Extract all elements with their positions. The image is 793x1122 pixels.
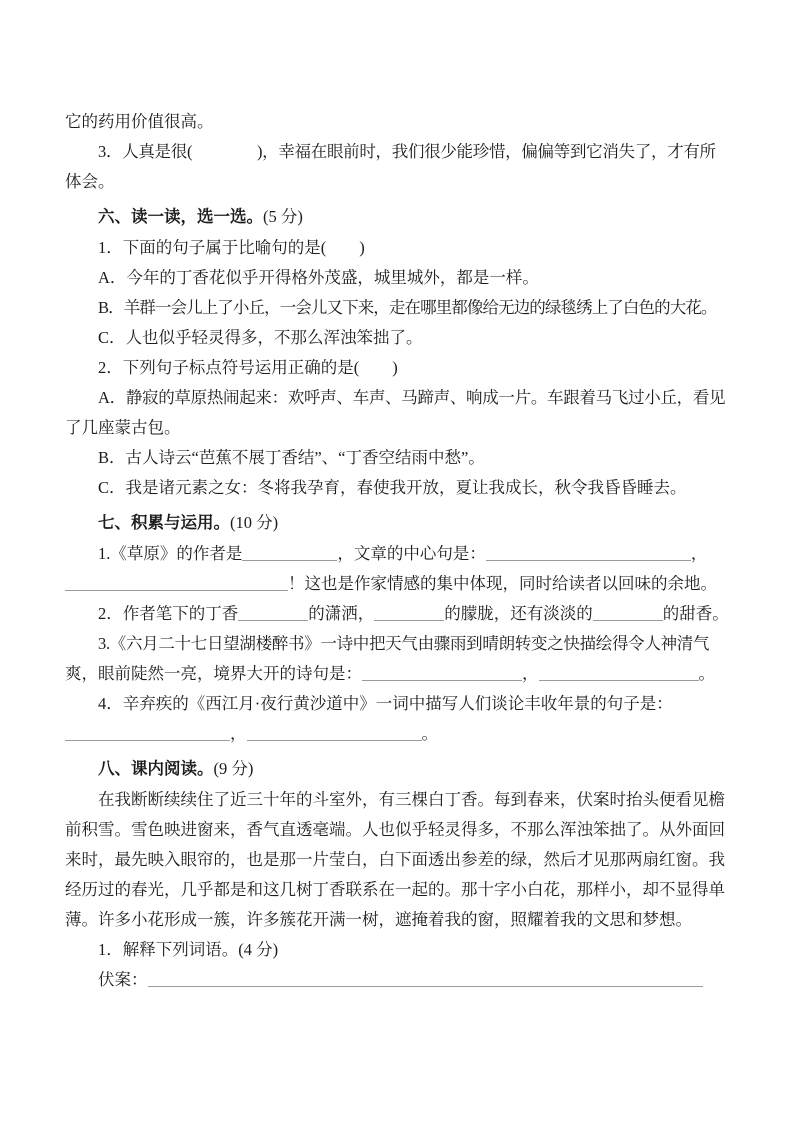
text-line	[65, 108, 728, 135]
text-line	[65, 720, 728, 747]
text-run: ，	[690, 544, 708, 563]
text-run: 的甜香。	[662, 604, 729, 623]
text-run: 了几座蒙古包。	[65, 418, 181, 437]
text-run: 1.《草原》的作者是	[98, 544, 243, 563]
text-run: B．羊群一会儿上了小丘，一会儿又下来，走在哪里都像给无边的绿毯绣上了白色的大花。	[98, 298, 717, 317]
answer-blank-line	[362, 668, 522, 681]
answer-blank-line	[148, 974, 703, 987]
text-run: 的朦胧，还有淡淡的	[444, 604, 593, 623]
text-line	[65, 168, 728, 195]
answer-blank-line	[374, 608, 444, 621]
text-line	[65, 936, 728, 963]
answer-blank-line	[65, 578, 288, 591]
answer-blank-line	[238, 608, 308, 621]
answer-blank-line	[593, 608, 663, 621]
text-run: 前积雪。雪色映进窗来，香气直透毫端。人也似乎轻灵得多，不那么浑浊笨拙了。从外面回	[65, 820, 725, 839]
text-run: 在我断断续续住了近三十年的斗室外，有三棵白丁香。每到春来，伏案时抬头便看见檐	[98, 790, 725, 809]
text-line	[65, 234, 728, 261]
text-line	[65, 966, 728, 993]
text-run: A．今年的丁香花似乎开得格外茂盛，城里城外，都是一样。	[98, 268, 539, 287]
answer-blank-line	[242, 548, 337, 561]
text-run: 六、读一读，选一选。	[98, 208, 263, 226]
text-run: 。	[698, 664, 715, 683]
text-run: 。	[421, 724, 438, 743]
text-run: 3．人真是很( )，幸福在眼前时，我们很少能珍惜，偏偏等到它消失了，才有所	[98, 142, 716, 161]
text-line	[65, 354, 728, 381]
passage-line	[65, 906, 728, 933]
text-run: 2．下列句子标点符号运用正确的是( )	[98, 358, 398, 377]
text-line	[65, 660, 728, 687]
text-line	[65, 690, 728, 717]
text-run: 体会。	[65, 172, 115, 191]
score-label: (5 分)	[263, 207, 303, 226]
text-run: 1．下面的句子属于比喻句的是( )	[98, 238, 365, 257]
text-run: 经历过的春光，几乎都是和这几树丁香联系在一起的。那十字小白花，那样小，却不显得单	[65, 880, 725, 899]
answer-blank-line	[65, 728, 230, 741]
document-body	[65, 108, 728, 993]
text-run: ！这也是作家情感的集中体现，同时给读者以回味的余地。	[288, 574, 717, 593]
score-label: (10 分)	[230, 513, 279, 532]
text-run: ，	[230, 724, 247, 743]
answer-blank-line	[539, 668, 699, 681]
text-run: 八、课内阅读。	[98, 760, 214, 778]
text-run: 4．辛弃疾的《西江月·夜行黄沙道中》一词中描写人们谈论丰收年景的句子是：	[98, 694, 673, 713]
passage-line	[65, 846, 728, 873]
passage-line	[65, 876, 728, 903]
text-line	[65, 294, 728, 321]
text-line	[65, 264, 728, 291]
text-line	[65, 414, 728, 441]
text-line	[65, 138, 728, 165]
answer-blank-line	[486, 548, 691, 561]
text-run: ，	[522, 664, 539, 683]
text-run: 2．作者笔下的丁香	[98, 604, 239, 623]
text-line	[65, 324, 728, 351]
text-run: 七、积累与运用。	[98, 514, 230, 532]
section-heading	[65, 203, 728, 231]
score-label: (9 分)	[213, 759, 254, 778]
text-run: C．我是诸元素之女：冬将我孕育，春使我开放，夏让我成长，秋令我昏昏睡去。	[98, 478, 687, 497]
text-run: 来时，最先映入眼帘的，也是那一片莹白，白下面透出参差的绿，然后才见那两扇红窗。我	[65, 850, 725, 869]
text-run: 伏案：	[98, 970, 148, 989]
text-line	[65, 444, 728, 471]
text-line	[65, 474, 728, 501]
text-run: 它的药用价值很高。	[65, 112, 214, 131]
text-run: 薄。许多小花形成一簇，许多簇花开满一树，遮掩着我的窗，照耀着我的文思和梦想。	[65, 910, 692, 929]
text-run: A．静寂的草原热闹起来：欢呼声、车声、马蹄声、响成一片。车跟着马飞过小丘，看见	[98, 388, 726, 407]
text-run: ，文章的中心句是：	[337, 544, 486, 563]
text-run: 的潇洒，	[308, 604, 375, 623]
text-line	[65, 630, 728, 657]
text-run: 1．解释下列词语。(4 分)	[98, 940, 279, 959]
text-line	[65, 384, 728, 411]
text-line	[65, 540, 728, 567]
passage-line	[65, 786, 728, 813]
text-run: 3.《六月二十七日望湖楼醉书》一诗中把天气由骤雨到晴朗转变之快描绘得令人神清气	[98, 634, 710, 653]
text-line	[65, 600, 728, 627]
text-run: 爽，眼前陡然一亮，境界大开的诗句是：	[65, 664, 362, 683]
text-run: B．古人诗云“芭蕉不展丁香结”、“丁香空结雨中愁”。	[98, 448, 485, 467]
answer-blank-line	[247, 728, 422, 741]
text-line	[65, 570, 728, 597]
text-run: C．人也似乎轻灵得多，不那么浑浊笨拙了。	[98, 328, 423, 347]
section-heading	[65, 755, 728, 783]
passage-line	[65, 816, 728, 843]
section-heading	[65, 509, 728, 537]
